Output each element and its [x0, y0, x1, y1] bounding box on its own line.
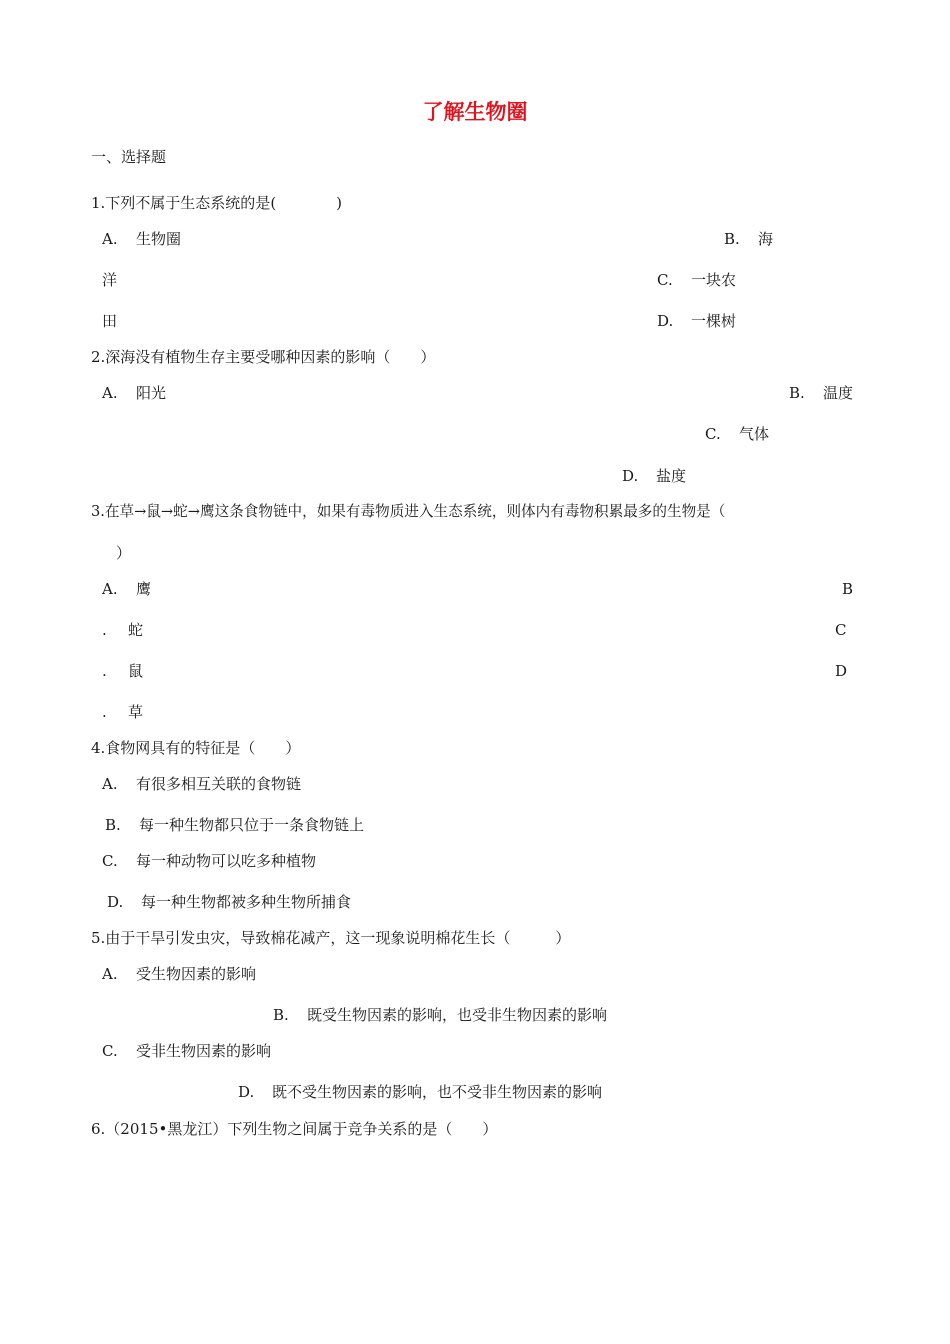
q4-option-b: [105, 815, 364, 835]
q1-option-b-wrap: 洋: [102, 271, 118, 289]
q1-d-label: D.: [657, 312, 674, 330]
q3-c-label: C: [835, 621, 847, 639]
q3-c-text: 鼠: [128, 662, 144, 680]
q4-option-d: [107, 892, 351, 912]
q2-option-a: [102, 383, 166, 403]
q4-a-label: A.: [102, 775, 118, 793]
q1-option-c: [657, 270, 736, 290]
q5-option-b: [273, 1005, 607, 1025]
q2-b-label: B.: [789, 384, 805, 402]
question-6-stem: 6.（2015•黑龙江）下列生物之间属于竞争关系的是（ ）: [91, 1120, 498, 1138]
q1-option-a: [102, 229, 181, 249]
q3-b-dot: .: [102, 621, 107, 639]
q3-option-c: [102, 661, 143, 681]
question-2-stem: 2.深海没有植物生存主要受哪种因素的影响（ ）: [91, 348, 436, 366]
q2-option-c: [705, 424, 769, 444]
q4-d-text: 每一种生物都被多种生物所捕食: [141, 893, 352, 911]
q3-option-b: [102, 620, 143, 640]
q3-option-d: [102, 702, 143, 722]
q4-c-text: 每一种动物可以吃多种植物: [136, 852, 317, 870]
q5-d-label: D.: [238, 1083, 255, 1101]
q5-option-d: [238, 1082, 602, 1102]
q4-option-a: [102, 774, 301, 794]
q1-a-text: 生物圈: [136, 230, 182, 248]
question-4-stem: 4.食物网具有的特征是（ ）: [91, 739, 301, 757]
question-3-stem: 3.在草→鼠→蛇→鹰这条食物链中，如果有毒物质进入生态系统，则体内有毒物积累最多的生物是（: [91, 503, 726, 520]
question-3-stem-wrap: ）: [116, 544, 132, 562]
q1-option-c-wrap: 田: [102, 312, 118, 330]
q1-c-label: C.: [657, 271, 673, 289]
q4-b-label: B.: [105, 816, 121, 834]
q5-c-label: C.: [102, 1042, 118, 1060]
q4-option-c: [102, 851, 316, 871]
q3-b-text: 蛇: [128, 621, 144, 639]
q1-c-text: 一块农: [691, 271, 737, 289]
q1-option-b: [724, 229, 773, 249]
q1-option-d: [657, 311, 736, 331]
q4-b-text: 每一种生物都只位于一条食物链上: [139, 816, 365, 834]
q2-option-b: [789, 383, 853, 403]
section-heading: 一、选择题: [91, 148, 167, 166]
q5-d-text: 既不受生物因素的影响，也不受非生物因素的影响: [272, 1083, 603, 1101]
q4-a-text: 有很多相互关联的食物链: [136, 775, 302, 793]
q2-a-label: A.: [102, 384, 118, 402]
q5-b-text: 既受生物因素的影响，也受非生物因素的影响: [307, 1006, 608, 1024]
q2-b-text: 温度: [823, 384, 854, 402]
q3-a-label: A.: [102, 580, 118, 598]
q2-d-label: D.: [622, 467, 639, 485]
q1-d-text: 一棵树: [691, 312, 737, 330]
q5-c-text: 受非生物因素的影响: [136, 1042, 272, 1060]
q5-a-label: A.: [102, 965, 118, 983]
q5-b-label: B.: [273, 1006, 289, 1024]
q1-b-label: B.: [724, 230, 740, 248]
q5-option-c: [102, 1041, 271, 1061]
q2-d-text: 盐度: [656, 467, 687, 485]
q3-option-a: [102, 579, 151, 599]
question-1-stem: 1.下列不属于生态系统的是( ): [91, 194, 343, 212]
q2-a-text: 阳光: [136, 384, 167, 402]
q5-a-text: 受生物因素的影响: [136, 965, 257, 983]
q3-a-text: 鹰: [136, 580, 152, 598]
q3-d-text: 草: [128, 703, 144, 721]
q3-d-dot: .: [102, 703, 107, 721]
q1-a-label: A.: [102, 230, 118, 248]
question-5-stem: 5.由于干旱引发虫灾，导致棉花减产，这一现象说明棉花生长（ ）: [91, 929, 571, 947]
q3-d-label: D: [835, 662, 848, 680]
q4-c-label: C.: [102, 852, 118, 870]
q2-c-text: 气体: [739, 425, 770, 443]
page-title: 了解生物圈: [422, 100, 528, 124]
q2-c-label: C.: [705, 425, 721, 443]
q3-b-label: B: [842, 580, 854, 598]
q3-c-dot: .: [102, 662, 107, 680]
q1-b-text: 海: [758, 230, 774, 248]
q2-option-d: [622, 466, 686, 486]
q5-option-a: [102, 964, 256, 984]
q4-d-label: D.: [107, 893, 124, 911]
